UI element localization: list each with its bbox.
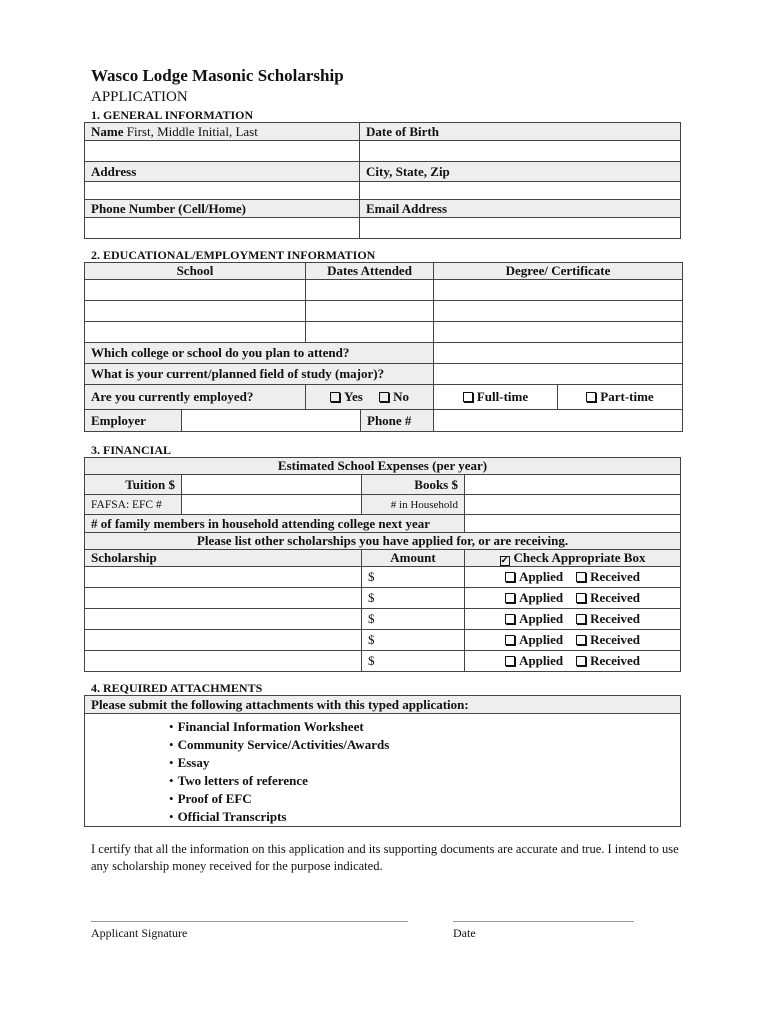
education-table <box>84 262 683 432</box>
col-check-label: Check Appropriate Box <box>513 550 646 565</box>
email-field[interactable] <box>360 218 681 239</box>
scholarship-field-1[interactable] <box>85 567 362 588</box>
employer-phone-field[interactable] <box>434 410 683 432</box>
amount-field-2[interactable]: $ <box>362 588 465 609</box>
fulltime-label: Full-time <box>476 389 529 404</box>
yes-checkbox[interactable] <box>330 389 363 404</box>
attachment-item: • Essay <box>169 754 680 772</box>
section-attachments-heading: 4. REQUIRED ATTACHMENTS <box>91 681 263 695</box>
date-label: Date <box>453 926 476 940</box>
certification-text: I certify that all the information on this application and its supporting documents are accurate and true. I intend to use any scholarship money received for the purpose indicated. <box>91 842 679 873</box>
school-field-2[interactable] <box>85 301 306 322</box>
school-field-1[interactable] <box>85 280 306 301</box>
college-field[interactable] <box>434 343 683 364</box>
received-label: Received <box>590 611 640 626</box>
amount-field-4[interactable]: $ <box>362 630 465 651</box>
attachment-item: • Financial Information Worksheet <box>169 718 680 736</box>
checkbox-icon <box>576 614 586 624</box>
books-label: Books $ <box>362 475 465 495</box>
q-college-label: Which college or school do you plan to attend? <box>85 343 434 364</box>
section-general-heading: 1. GENERAL INFORMATION <box>91 108 254 122</box>
signature-line[interactable] <box>91 921 408 922</box>
col-school: School <box>85 263 306 280</box>
applied-checkbox-4[interactable] <box>505 632 563 647</box>
degree-field-2[interactable] <box>434 301 683 322</box>
received-checkbox-1[interactable] <box>576 569 640 584</box>
attachment-item: • Proof of EFC <box>169 790 680 808</box>
address-label: Address <box>85 162 360 182</box>
applied-checkbox-5[interactable] <box>505 653 563 668</box>
col-dates: Dates Attended <box>306 263 434 280</box>
family-college-field[interactable] <box>465 515 681 533</box>
col-check <box>465 550 681 567</box>
checkbox-icon <box>379 392 389 402</box>
family-college-label: # of family members in household attending college next year <box>85 515 465 533</box>
q-employed-label: Are you currently employed? <box>85 385 306 410</box>
list-prompt: Please list other scholarships you have applied for, or are receiving. <box>85 533 681 550</box>
expenses-header: Estimated School Expenses (per year) <box>85 458 681 475</box>
applied-checkbox-1[interactable] <box>505 569 563 584</box>
applied-label: Applied <box>519 632 564 647</box>
parttime-checkbox[interactable] <box>558 385 683 410</box>
tuition-label: Tuition $ <box>85 475 182 495</box>
received-checkbox-3[interactable] <box>576 611 640 626</box>
attachments-list-cell <box>85 714 681 827</box>
date-line[interactable] <box>453 921 634 922</box>
name-label-cell <box>85 123 360 141</box>
city-field[interactable] <box>360 182 681 200</box>
received-label: Received <box>590 632 640 647</box>
parttime-label: Part-time <box>600 389 654 404</box>
no-label: No <box>393 389 409 404</box>
city-label: City, State, Zip <box>360 162 681 182</box>
status-cell-4 <box>465 630 681 651</box>
section-education-heading: 2. EDUCATIONAL/EMPLOYMENT INFORMATION <box>91 248 376 262</box>
phone-label: Phone # <box>360 410 433 431</box>
scholarship-field-4[interactable] <box>85 630 362 651</box>
checkbox-icon <box>586 392 596 402</box>
fafsa-label: FAFSA: EFC # <box>85 495 182 515</box>
form-subtitle: APPLICATION <box>91 89 188 105</box>
checkbox-icon <box>463 392 473 402</box>
fafsa-field[interactable] <box>182 495 362 515</box>
scholarship-field-2[interactable] <box>85 588 362 609</box>
received-label: Received <box>590 569 640 584</box>
applied-checkbox-3[interactable] <box>505 611 563 626</box>
col-degree: Degree/ Certificate <box>434 263 683 280</box>
phone-label: Phone Number (Cell/Home) <box>85 200 360 218</box>
received-checkbox-5[interactable] <box>576 653 640 668</box>
applied-checkbox-2[interactable] <box>505 590 563 605</box>
status-cell-1 <box>465 567 681 588</box>
attachments-list <box>85 714 680 826</box>
amount-field-5[interactable]: $ <box>362 651 465 672</box>
applied-label: Applied <box>519 569 564 584</box>
major-field[interactable] <box>434 364 683 385</box>
household-field[interactable] <box>465 495 681 515</box>
degree-field-3[interactable] <box>434 322 683 343</box>
checkbox-icon <box>576 572 586 582</box>
col-amount: Amount <box>362 550 465 567</box>
received-checkbox-4[interactable] <box>576 632 640 647</box>
email-label: Email Address <box>360 200 681 218</box>
signature-label: Applicant Signature <box>91 926 188 940</box>
dates-field-3[interactable] <box>306 322 434 343</box>
checkbox-icon <box>505 656 515 666</box>
attachment-item: • Community Service/Activities/Awards <box>169 736 680 754</box>
school-field-3[interactable] <box>85 322 306 343</box>
scholarship-field-5[interactable] <box>85 651 362 672</box>
books-field[interactable] <box>465 475 681 495</box>
name-label: Name <box>91 123 124 139</box>
received-checkbox-2[interactable] <box>576 590 640 605</box>
checkbox-icon <box>576 593 586 603</box>
checkbox-icon <box>505 593 515 603</box>
attachments-table <box>84 695 681 827</box>
tuition-field[interactable] <box>182 475 362 495</box>
dates-field-2[interactable] <box>306 301 434 322</box>
applied-label: Applied <box>519 653 564 668</box>
checkbox-icon <box>576 656 586 666</box>
name-field[interactable] <box>85 141 360 162</box>
phone-field[interactable] <box>85 218 360 239</box>
applied-label: Applied <box>519 590 564 605</box>
dates-field-1[interactable] <box>306 280 434 301</box>
employer-field[interactable] <box>182 410 360 431</box>
yes-label: Yes <box>344 389 363 404</box>
status-cell-3 <box>465 609 681 630</box>
q-major-label: What is your current/planned field of study (major)? <box>85 364 434 385</box>
amount-field-3[interactable]: $ <box>362 609 465 630</box>
financial-table <box>84 457 681 672</box>
household-label: # in Household <box>362 495 465 515</box>
address-field[interactable] <box>85 182 360 200</box>
attachments-prompt: Please submit the following attachments with this typed application: <box>85 696 681 714</box>
amount-field-1[interactable]: $ <box>362 567 465 588</box>
checkmark-box-icon: ✓ <box>500 555 509 566</box>
general-info-table <box>84 122 681 239</box>
checkbox-icon <box>330 392 340 402</box>
degree-field-1[interactable] <box>434 280 683 301</box>
scholarship-field-3[interactable] <box>85 609 362 630</box>
attachment-item: • Two letters of reference <box>169 772 680 790</box>
checkbox-icon <box>505 614 515 624</box>
received-label: Received <box>590 590 640 605</box>
section-financial-heading: 3. FINANCIAL <box>91 443 172 457</box>
received-label: Received <box>590 653 640 668</box>
employer-label: Employer <box>85 410 182 432</box>
dob-label: Date of Birth <box>360 123 681 141</box>
checkbox-icon <box>576 635 586 645</box>
employer-row <box>182 410 434 432</box>
dob-field[interactable] <box>360 141 681 162</box>
status-cell-2 <box>465 588 681 609</box>
checkbox-icon <box>505 635 515 645</box>
employed-options <box>306 385 434 410</box>
attachment-item: • Official Transcripts <box>169 808 680 826</box>
form-title: Wasco Lodge Masonic Scholarship <box>91 66 344 85</box>
name-hint: First, Middle Initial, Last <box>126 123 258 139</box>
status-cell-5 <box>465 651 681 672</box>
col-scholarship: Scholarship <box>85 550 362 567</box>
applied-label: Applied <box>519 611 564 626</box>
fulltime-checkbox[interactable] <box>434 385 558 410</box>
no-checkbox[interactable] <box>379 389 409 404</box>
checkbox-icon <box>505 572 515 582</box>
